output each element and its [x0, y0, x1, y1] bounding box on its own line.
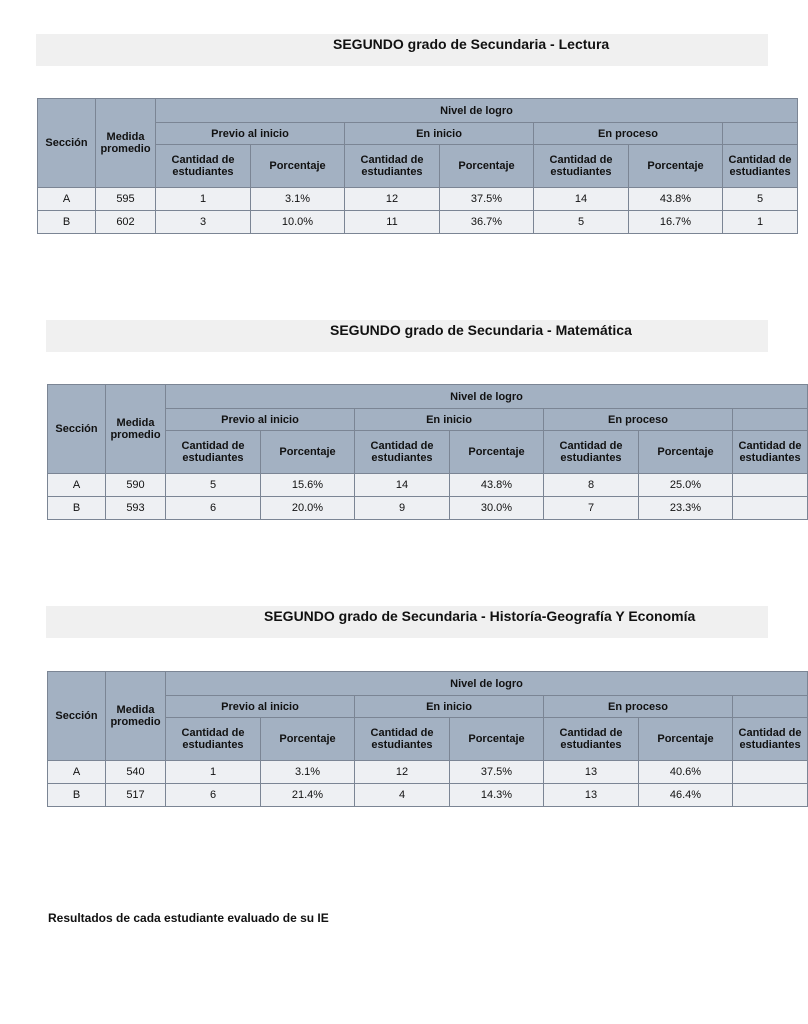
- header-porcentaje: Porcentaje: [440, 145, 534, 188]
- cell-value: 21.4%: [261, 784, 355, 807]
- cell-value: 46.4%: [639, 784, 733, 807]
- cell-medida: 602: [96, 211, 156, 234]
- table-3-title: SEGUNDO grado de Secundaria - Historía-Geografía Y Economía: [264, 608, 696, 624]
- cell-medida: 593: [106, 497, 166, 520]
- header-seccion: Sección: [48, 672, 106, 761]
- header-porcentaje: Porcentaje: [639, 718, 733, 761]
- cell-value: 5: [534, 211, 629, 234]
- header-porcentaje: Porcentaje: [251, 145, 345, 188]
- student-results-heading: Resultados de cada estudiante evaluado de su IE: [48, 911, 329, 925]
- cell-value: 30.0%: [450, 497, 544, 520]
- table-row: [48, 784, 808, 807]
- table-row: [38, 211, 798, 234]
- header-level-proceso: En proceso: [534, 123, 723, 145]
- cell-value: 7: [544, 497, 639, 520]
- header-medida: Medida promedio: [106, 672, 166, 761]
- header-seccion: Sección: [48, 385, 106, 474]
- header-cantidad: Cantidad de estudiantes: [544, 431, 639, 474]
- header-seccion: Sección: [38, 99, 96, 188]
- header-cantidad-partial: Cantidad de estudiantes: [723, 145, 798, 188]
- header-level-proceso: En proceso: [544, 409, 733, 431]
- header-cantidad: Cantidad de estudiantes: [166, 431, 261, 474]
- cell-value: 13: [544, 761, 639, 784]
- header-level-partial: [733, 696, 808, 718]
- cell-value: 23.3%: [639, 497, 733, 520]
- header-nivel: Nivel de logro: [156, 99, 798, 123]
- cell-seccion: A: [38, 188, 96, 211]
- header-medida: Medida promedio: [96, 99, 156, 188]
- header-level-proceso: En proceso: [544, 696, 733, 718]
- cell-value: 5: [166, 474, 261, 497]
- cell-seccion: B: [48, 784, 106, 807]
- cell-value: 43.8%: [450, 474, 544, 497]
- cell-value: [733, 474, 808, 497]
- header-cantidad: Cantidad de estudiantes: [166, 718, 261, 761]
- header-level-previo: Previo al inicio: [166, 696, 355, 718]
- cell-value: 36.7%: [440, 211, 534, 234]
- header-porcentaje: Porcentaje: [261, 718, 355, 761]
- cell-seccion: A: [48, 761, 106, 784]
- cell-value: 10.0%: [251, 211, 345, 234]
- header-cantidad: Cantidad de estudiantes: [544, 718, 639, 761]
- cell-value: 3.1%: [261, 761, 355, 784]
- table-2-title: SEGUNDO grado de Secundaria - Matemática: [330, 322, 632, 338]
- cell-value: [733, 784, 808, 807]
- cell-value: 1: [723, 211, 798, 234]
- header-level-partial: [723, 123, 798, 145]
- cell-value: 3.1%: [251, 188, 345, 211]
- header-cantidad-partial: Cantidad de estudiantes: [733, 431, 808, 474]
- cell-value: [733, 497, 808, 520]
- cell-seccion: B: [38, 211, 96, 234]
- cell-value: 11: [345, 211, 440, 234]
- table-row: [48, 761, 808, 784]
- table-row: [48, 497, 808, 520]
- table-row: [38, 188, 798, 211]
- cell-value: 8: [544, 474, 639, 497]
- header-level-previo: Previo al inicio: [156, 123, 345, 145]
- cell-medida: 540: [106, 761, 166, 784]
- cell-value: 14: [534, 188, 629, 211]
- header-nivel: Nivel de logro: [166, 385, 808, 409]
- header-porcentaje: Porcentaje: [450, 431, 544, 474]
- cell-value: 13: [544, 784, 639, 807]
- cell-value: 12: [345, 188, 440, 211]
- header-level-inicio: En inicio: [355, 409, 544, 431]
- cell-value: 12: [355, 761, 450, 784]
- header-cantidad-partial: Cantidad de estudiantes: [733, 718, 808, 761]
- cell-medida: 517: [106, 784, 166, 807]
- cell-medida: 595: [96, 188, 156, 211]
- cell-seccion: A: [48, 474, 106, 497]
- header-level-previo: Previo al inicio: [166, 409, 355, 431]
- cell-value: 3: [156, 211, 251, 234]
- header-porcentaje: Porcentaje: [639, 431, 733, 474]
- header-level-partial: [733, 409, 808, 431]
- cell-medida: 590: [106, 474, 166, 497]
- cell-value: 4: [355, 784, 450, 807]
- cell-seccion: B: [48, 497, 106, 520]
- header-cantidad: Cantidad de estudiantes: [345, 145, 440, 188]
- table-2-title-band: [46, 320, 768, 352]
- cell-value: 25.0%: [639, 474, 733, 497]
- cell-value: 6: [166, 784, 261, 807]
- cell-value: 37.5%: [450, 761, 544, 784]
- cell-value: 5: [723, 188, 798, 211]
- cell-value: 1: [156, 188, 251, 211]
- header-cantidad: Cantidad de estudiantes: [156, 145, 251, 188]
- cell-value: 15.6%: [261, 474, 355, 497]
- header-cantidad: Cantidad de estudiantes: [534, 145, 629, 188]
- cell-value: 37.5%: [440, 188, 534, 211]
- header-medida: Medida promedio: [106, 385, 166, 474]
- header-porcentaje: Porcentaje: [450, 718, 544, 761]
- cell-value: 14: [355, 474, 450, 497]
- table-1-title-band: [36, 34, 768, 66]
- table-row: [48, 474, 808, 497]
- cell-value: 14.3%: [450, 784, 544, 807]
- header-porcentaje: Porcentaje: [261, 431, 355, 474]
- table-1-title: SEGUNDO grado de Secundaria - Lectura: [333, 36, 610, 52]
- cell-value: 6: [166, 497, 261, 520]
- header-cantidad: Cantidad de estudiantes: [355, 431, 450, 474]
- cell-value: [733, 761, 808, 784]
- cell-value: 43.8%: [629, 188, 723, 211]
- cell-value: 40.6%: [639, 761, 733, 784]
- header-level-inicio: En inicio: [355, 696, 544, 718]
- table-1-results: [37, 98, 798, 234]
- cell-value: 9: [355, 497, 450, 520]
- header-cantidad: Cantidad de estudiantes: [355, 718, 450, 761]
- header-level-inicio: En inicio: [345, 123, 534, 145]
- table-3-results: [47, 671, 808, 807]
- header-porcentaje: Porcentaje: [629, 145, 723, 188]
- header-nivel: Nivel de logro: [166, 672, 808, 696]
- cell-value: 16.7%: [629, 211, 723, 234]
- cell-value: 1: [166, 761, 261, 784]
- table-3-title-band: [46, 606, 768, 638]
- table-2-results: [47, 384, 808, 520]
- cell-value: 20.0%: [261, 497, 355, 520]
